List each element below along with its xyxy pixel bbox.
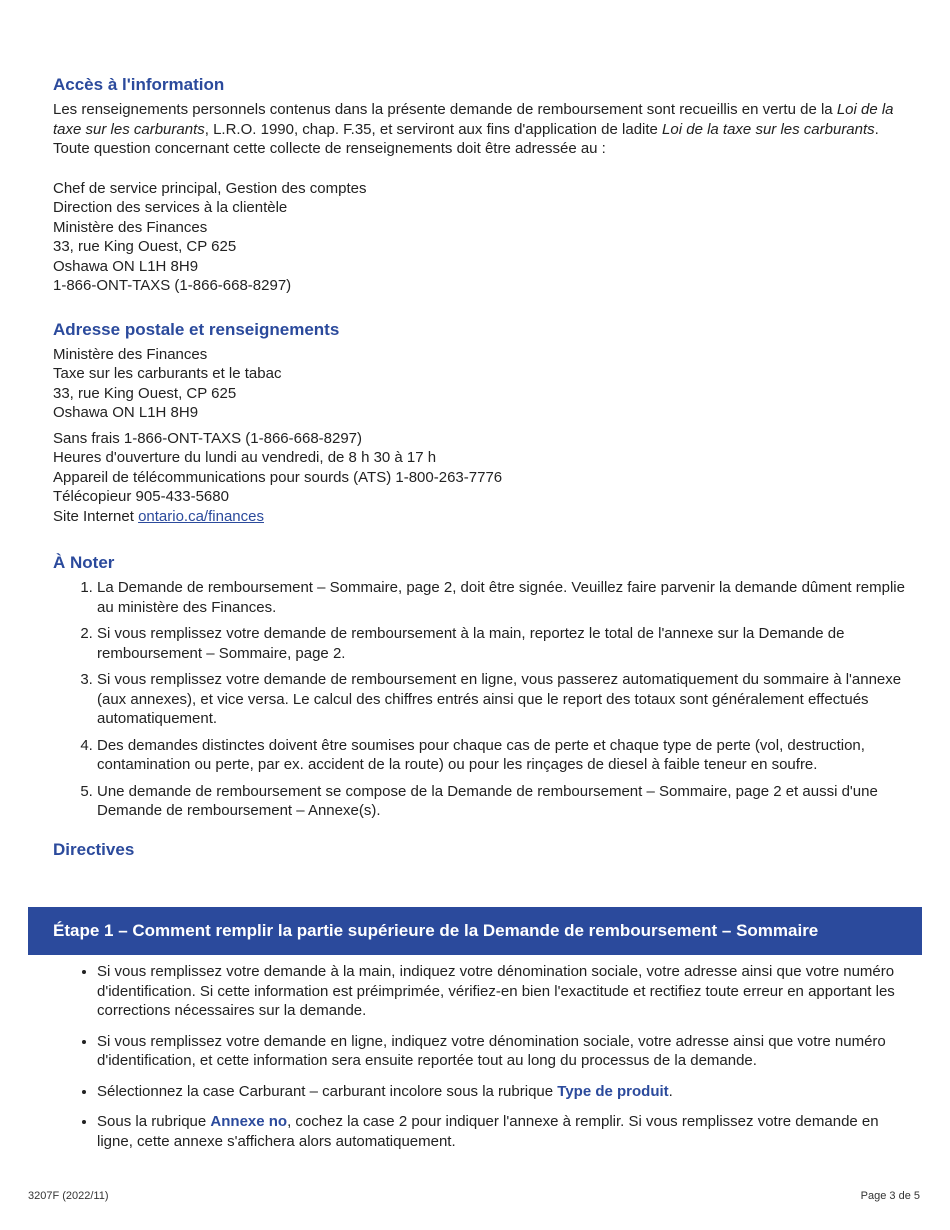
- address-line: Ministère des Finances: [53, 345, 208, 363]
- directives-section: [53, 839, 908, 861]
- contact-line: Heures d'ouverture du lundi au vendredi, de 8 h 30 à 17 h: [53, 449, 437, 466]
- bullet-text: , cochez la case 2 pour indiquer l'annexe à remplir. Si vous remplissez votre demande en ligne, cette annexe s'affichera alors automatiquement.: [97, 1113, 879, 1150]
- address-line: Ministère des Finances: [53, 218, 208, 236]
- list-item: • Si vous remplissez votre demande en ligne, indiquez votre dénomination sociale, votre adresse ainsi que votre numéro d'identification, et cette information sera ensuite reportée tout au long du processus de la demande.: [97, 1032, 903, 1071]
- law-title-2: Loi de la taxe sur les carburants: [662, 120, 875, 138]
- mailing-contacts: [53, 429, 908, 527]
- instructions-list: [53, 962, 903, 1151]
- address-line: 33, rue King Ouest, CP 625: [53, 384, 237, 402]
- form-code: 3207F (2022/11): [28, 1190, 109, 1202]
- contact-line: Sans frais 1-866-ONT-TAXS (1-866-668-8297): [53, 429, 363, 447]
- list-item: [97, 1082, 903, 1102]
- website-link[interactable]: ontario.ca/finances: [138, 507, 264, 525]
- list-item: • Si vous remplissez votre demande à la main, indiquez votre dénomination sociale, votre adresse ainsi que votre numéro d'identification. Si cette information est préimprimée, vérifiez-en bien l'exactitude et rectifiez toute erreur en apportant les corrections nécessaires sur la demande.: [97, 962, 903, 1021]
- list-item: 3. Si vous remplissez votre demande de remboursement en ligne, vous passerez automatiquement du sommaire à l'annexe (aux annexes), et vice versa. Le calcul des chiffres entrés ainsi que le report des totaux sont généralement effectués automatiquement.: [97, 670, 908, 729]
- product-type-term: Type de produit: [557, 1082, 669, 1100]
- mailing-section: [53, 319, 908, 527]
- website-label: Site Internet: [53, 507, 139, 525]
- list-item: [97, 1112, 903, 1151]
- address-line: Oshawa ON L1H 8H9: [53, 257, 199, 275]
- notes-heading: À Noter: [53, 553, 115, 572]
- access-paragraph: [53, 100, 908, 159]
- access-text-2: , L.R.O. 1990, chap. F.35, et serviront aux fins d'application de ladite: [204, 120, 663, 138]
- notes-list: [53, 578, 908, 821]
- address-line: Taxe sur les carburants et le tabac: [53, 365, 282, 382]
- page-number: Page 3 de 5: [860, 1190, 920, 1202]
- address-line: 33, rue King Ouest, CP 625: [53, 238, 237, 255]
- contact-line: Appareil de télécommunications pour sourds (ATS) 1-800-263-7776: [53, 468, 503, 486]
- schedule-number-term: Annexe no: [210, 1113, 288, 1130]
- list-item: 2. Si vous remplissez votre demande de remboursement à la main, reportez le total de l'annexe sur la Demande de remboursement – Sommaire, page 2.: [97, 624, 908, 663]
- mailing-heading: Adresse postale et renseignements: [53, 319, 340, 339]
- bullet-text: Sous la rubrique: [97, 1113, 211, 1130]
- access-heading: Accès à l'information: [53, 75, 225, 94]
- access-text-3: . Toute question concernant cette collecte de renseignements doit être adressée au :: [53, 120, 879, 157]
- address-line: Oshawa ON L1H 8H9: [53, 404, 199, 421]
- phone-line: 1-866-ONT-TAXS (1-866-668-8297): [53, 277, 292, 294]
- access-section: [53, 74, 908, 296]
- bullet-text: .: [668, 1082, 673, 1100]
- address-line: Direction des services à la clientèle: [53, 199, 288, 216]
- step-1-instructions: [53, 962, 903, 1162]
- access-address: [53, 179, 908, 296]
- directives-heading: Directives: [53, 839, 135, 859]
- mailing-address: [53, 345, 908, 423]
- list-item: 4. Des demandes distinctes doivent être soumises pour chaque cas de perte et chaque type de perte (vol, destruction, contamination ou perte, par ex. accident de la route) ou pour les rinçages de diesel à faible teneur en soufre.: [97, 736, 908, 775]
- contact-line: Télécopieur 905-433-5680: [53, 488, 229, 505]
- law-title-1: Loi de la taxe sur les carburants: [53, 101, 894, 138]
- document-body: [53, 74, 908, 865]
- access-text-1: Les renseignements personnels contenus dans la présente demande de remboursement sont recueillis en vertu de la: [53, 101, 837, 118]
- list-item: 5. Une demande de remboursement se compose de la Demande de remboursement – Sommaire, page 2 et aussi d'une Demande de remboursement – Annexe(s).: [97, 782, 908, 821]
- notes-section: [53, 552, 908, 821]
- bullet-text: Sélectionnez la case Carburant – carburant incolore sous la rubrique: [97, 1082, 558, 1100]
- list-item: 1. La Demande de remboursement – Sommaire, page 2, doit être signée. Veuillez faire parvenir la demande dûment remplie au ministère des Finances.: [97, 578, 908, 617]
- address-line: Chef de service principal, Gestion des comptes: [53, 179, 367, 197]
- website-line: [53, 507, 908, 527]
- step-1-banner: Étape 1 – Comment remplir la partie supérieure de la Demande de remboursement – Sommaire: [28, 907, 922, 955]
